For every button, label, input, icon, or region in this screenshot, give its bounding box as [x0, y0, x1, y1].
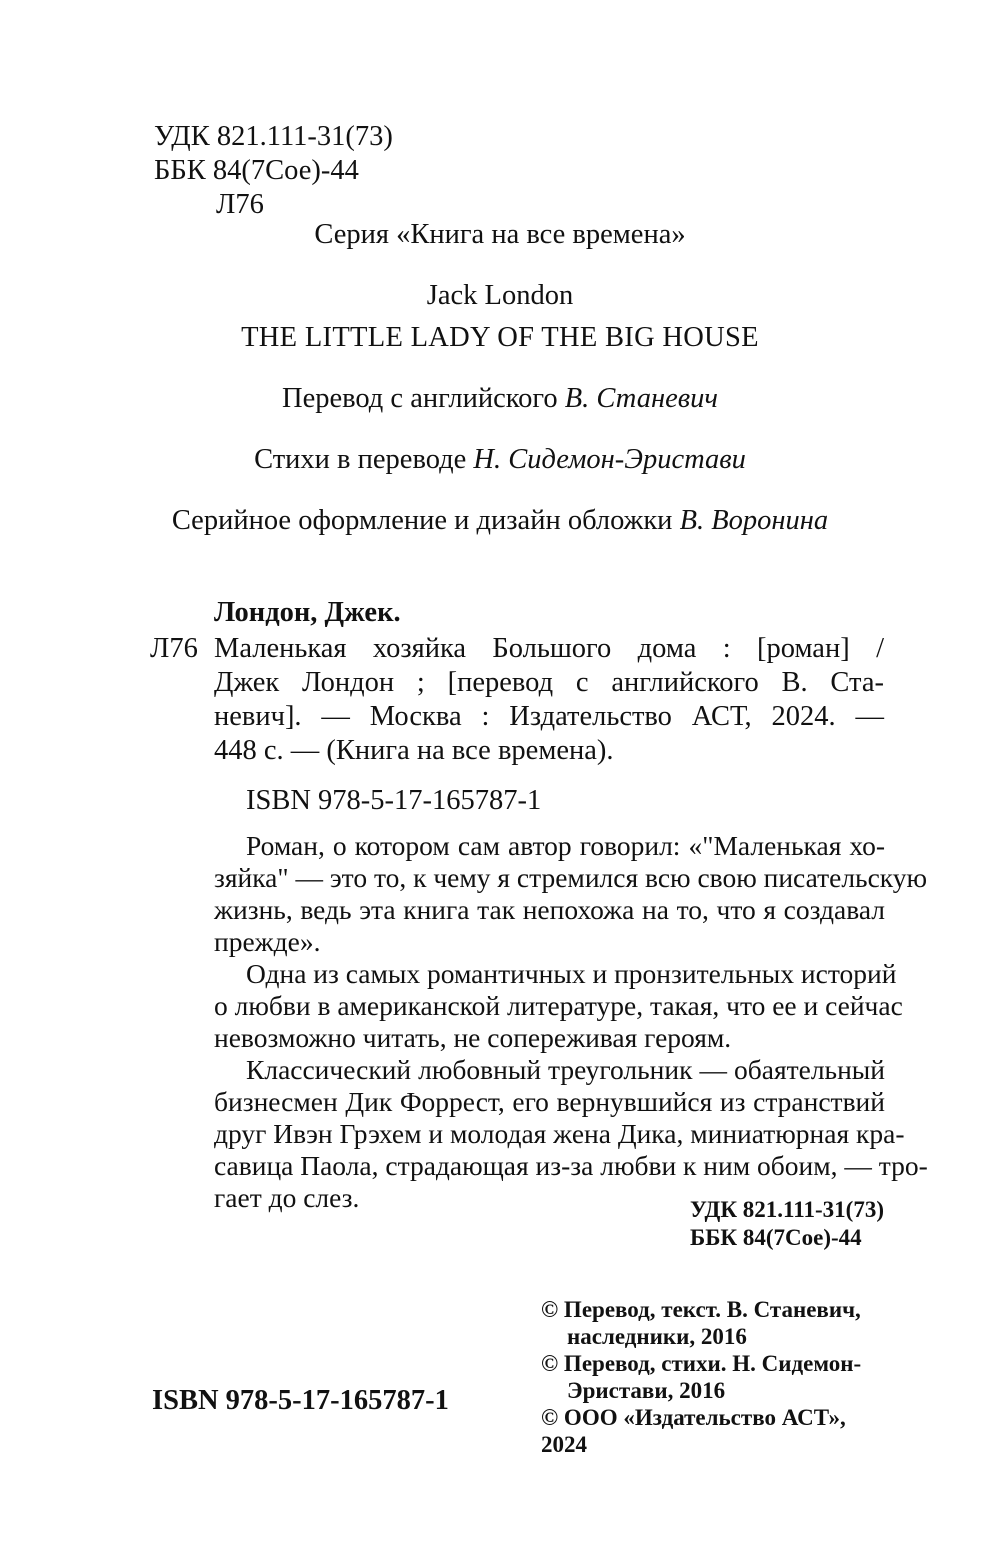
annotation-line: Одна из самых романтичных и пронзительных историй — [246, 958, 897, 989]
original-title: THE LITTLE LADY OF THE BIG HOUSE — [241, 322, 759, 353]
credit-name: В. Воронина — [679, 505, 829, 536]
annotation-line: невозможно читать, не сопереживая героям. — [214, 1022, 732, 1053]
annotation-line: прежде». — [214, 926, 321, 957]
credit-role: Серийное оформление и дизайн обложки — [171, 505, 673, 536]
footer-bbk: ББК 84(7Сое)-44 — [690, 1225, 862, 1250]
annotation-line: жизнь, ведь эта книга так непохожа на то, что я создавал — [214, 894, 885, 925]
annotation-line: о любви в американской литературе, такая, что ее и сейчас — [214, 990, 903, 1021]
credit-name: Н. Сидемон-Эристави — [473, 444, 746, 475]
bbk-code: ББК 84(7Сое)-44 — [154, 155, 359, 186]
annotation-line: гает до слез. — [214, 1182, 360, 1213]
footer-isbn: ISBN 978-5-17-165787-1 — [152, 1385, 449, 1416]
catalog-line: невич]. — Москва : Издательство АСТ, 2024. — — [214, 701, 884, 732]
catalog-heading: Лондон, Джек. — [214, 597, 401, 628]
annotation-line: бизнесмен Дик Форрест, его вернувшийся из странствий — [214, 1086, 885, 1117]
copyright-block — [541, 1296, 881, 1458]
author-mark: Л76 — [216, 189, 264, 220]
catalog-line: 448 с. — (Книга на все времена). — [214, 735, 614, 766]
annotation-paragraph — [214, 958, 903, 1054]
catalog-line: Маленькая хозяйка Большого дома : [роман] / — [214, 633, 884, 664]
udk-code: УДК 821.111-31(73) — [154, 121, 393, 152]
credit-name: В. Станевич — [564, 383, 718, 414]
annotation — [214, 830, 928, 1214]
copyright-line: © ООО «Издательство АСТ», 2024 — [541, 1405, 846, 1457]
annotation-line: Классический любовный треугольник — обаятельный — [246, 1054, 885, 1085]
annotation-line: савица Паола, страдающая из-за любви к ним обоим, — тро- — [214, 1150, 928, 1181]
credit-design — [0, 504, 1000, 538]
copyright-line: © Перевод, стихи. Н. Сидемон- — [541, 1351, 862, 1376]
credit-role: Стихи в переводе — [254, 444, 467, 475]
footer-udk: УДК 821.111-31(73) — [690, 1197, 884, 1222]
catalog-description — [214, 632, 884, 768]
credit-poems — [0, 443, 1000, 477]
original-author: Jack London — [426, 280, 574, 311]
series-line: Серия «Книга на все времена» — [314, 219, 686, 250]
catalog-mark: Л76 — [150, 633, 198, 664]
catalog-isbn: ISBN 978-5-17-165787-1 — [246, 785, 542, 816]
copyright-line: © Перевод, текст. В. Станевич, — [541, 1297, 861, 1322]
annotation-line: Роман, о котором сам автор говорил: «"Маленькая хо- — [246, 830, 885, 861]
credit-role: Перевод с английского — [281, 383, 558, 414]
catalog-line: Джек Лондон ; [перевод с английского В. Ста- — [214, 667, 884, 698]
annotation-line: друг Ивэн Грэхем и молодая жена Дика, миниатюрная кра- — [214, 1118, 905, 1149]
copyright-line: наследники, 2016 — [567, 1324, 747, 1349]
annotation-line: зяйка" — это то, к чему я стремился всю свою писательскую — [214, 862, 928, 893]
annotation-paragraph — [214, 1054, 928, 1214]
annotation-paragraph — [214, 830, 928, 958]
copyright-line: Эристави, 2016 — [567, 1378, 726, 1403]
credit-translation — [0, 382, 1000, 416]
